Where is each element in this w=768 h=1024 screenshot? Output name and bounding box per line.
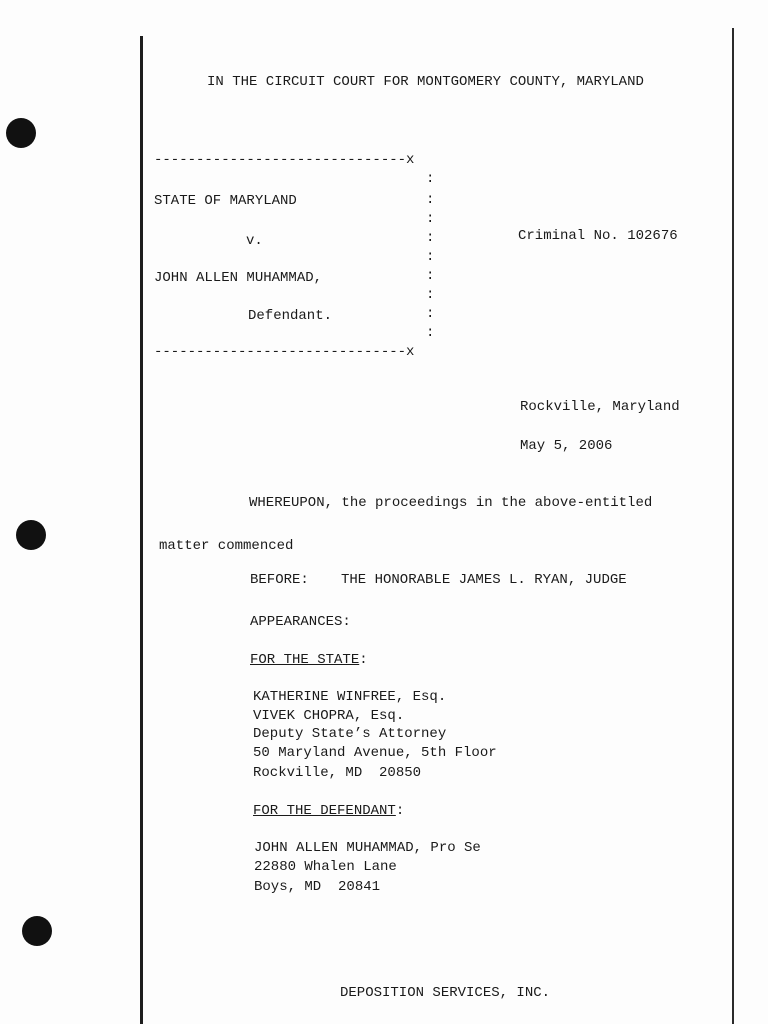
judge-name: THE HONORABLE JAMES L. RYAN, JUDGE bbox=[341, 572, 627, 588]
appearances-label: APPEARANCES: bbox=[250, 614, 351, 630]
defendant-heading bbox=[253, 802, 404, 820]
before-label: BEFORE: bbox=[250, 572, 309, 588]
defendant-role: Defendant. bbox=[248, 308, 333, 324]
location: Rockville, Maryland bbox=[520, 399, 680, 415]
court-header: IN THE CIRCUIT COURT FOR MONTGOMERY COUNTY, MARYLAND bbox=[207, 74, 644, 90]
caption-border-bottom: ------------------------------x bbox=[154, 344, 415, 360]
versus-label: v. bbox=[246, 233, 263, 249]
defendant-address-line: JOHN ALLEN MUHAMMAD, Pro Se bbox=[254, 840, 481, 856]
state-attorney-line: Deputy State’s Attorney bbox=[253, 726, 447, 742]
punch-hole bbox=[6, 118, 36, 148]
caption-colon: : bbox=[426, 325, 435, 341]
defendant-name: JOHN ALLEN MUHAMMAD, bbox=[154, 270, 323, 286]
caption-colon: : bbox=[426, 230, 435, 246]
plaintiff-name: STATE OF MARYLAND bbox=[154, 193, 297, 209]
intro-line: matter commenced bbox=[159, 538, 294, 554]
caption-colon: : bbox=[426, 171, 435, 187]
caption-colon: : bbox=[426, 192, 435, 208]
state-attorney-line: VIVEK CHOPRA, Esq. bbox=[253, 708, 405, 724]
state-heading bbox=[250, 651, 368, 669]
punch-hole bbox=[22, 916, 52, 946]
defendant-heading-colon: : bbox=[395, 803, 405, 819]
intro-line: WHEREUPON, the proceedings in the above-entitled bbox=[249, 495, 653, 511]
caption-colon: : bbox=[426, 268, 435, 284]
punch-hole bbox=[16, 520, 46, 550]
case-number: Criminal No. 102676 bbox=[518, 228, 678, 244]
footer-reporter: DEPOSITION SERVICES, INC. bbox=[340, 985, 551, 1001]
caption-colon: : bbox=[426, 287, 435, 303]
left-margin-rule bbox=[140, 36, 143, 1024]
caption-colon: : bbox=[426, 211, 435, 227]
hearing-date: May 5, 2006 bbox=[520, 438, 613, 454]
defendant-address-line: Boys, MD 20841 bbox=[254, 879, 381, 895]
caption-colon: : bbox=[426, 306, 435, 322]
state-heading-colon: : bbox=[359, 652, 368, 668]
defendant-heading-text: FOR THE DEFENDANT bbox=[253, 803, 396, 819]
caption-colon: : bbox=[426, 249, 435, 265]
caption-border-top: ------------------------------x bbox=[154, 152, 415, 168]
right-margin-rule bbox=[732, 28, 734, 1024]
state-attorney-line: Rockville, MD 20850 bbox=[253, 765, 422, 781]
defendant-address-line: 22880 Whalen Lane bbox=[254, 859, 397, 875]
state-attorney-line: KATHERINE WINFREE, Esq. bbox=[253, 689, 447, 705]
state-heading-text: FOR THE STATE bbox=[250, 652, 360, 668]
state-attorney-line: 50 Maryland Avenue, 5th Floor bbox=[253, 745, 497, 761]
